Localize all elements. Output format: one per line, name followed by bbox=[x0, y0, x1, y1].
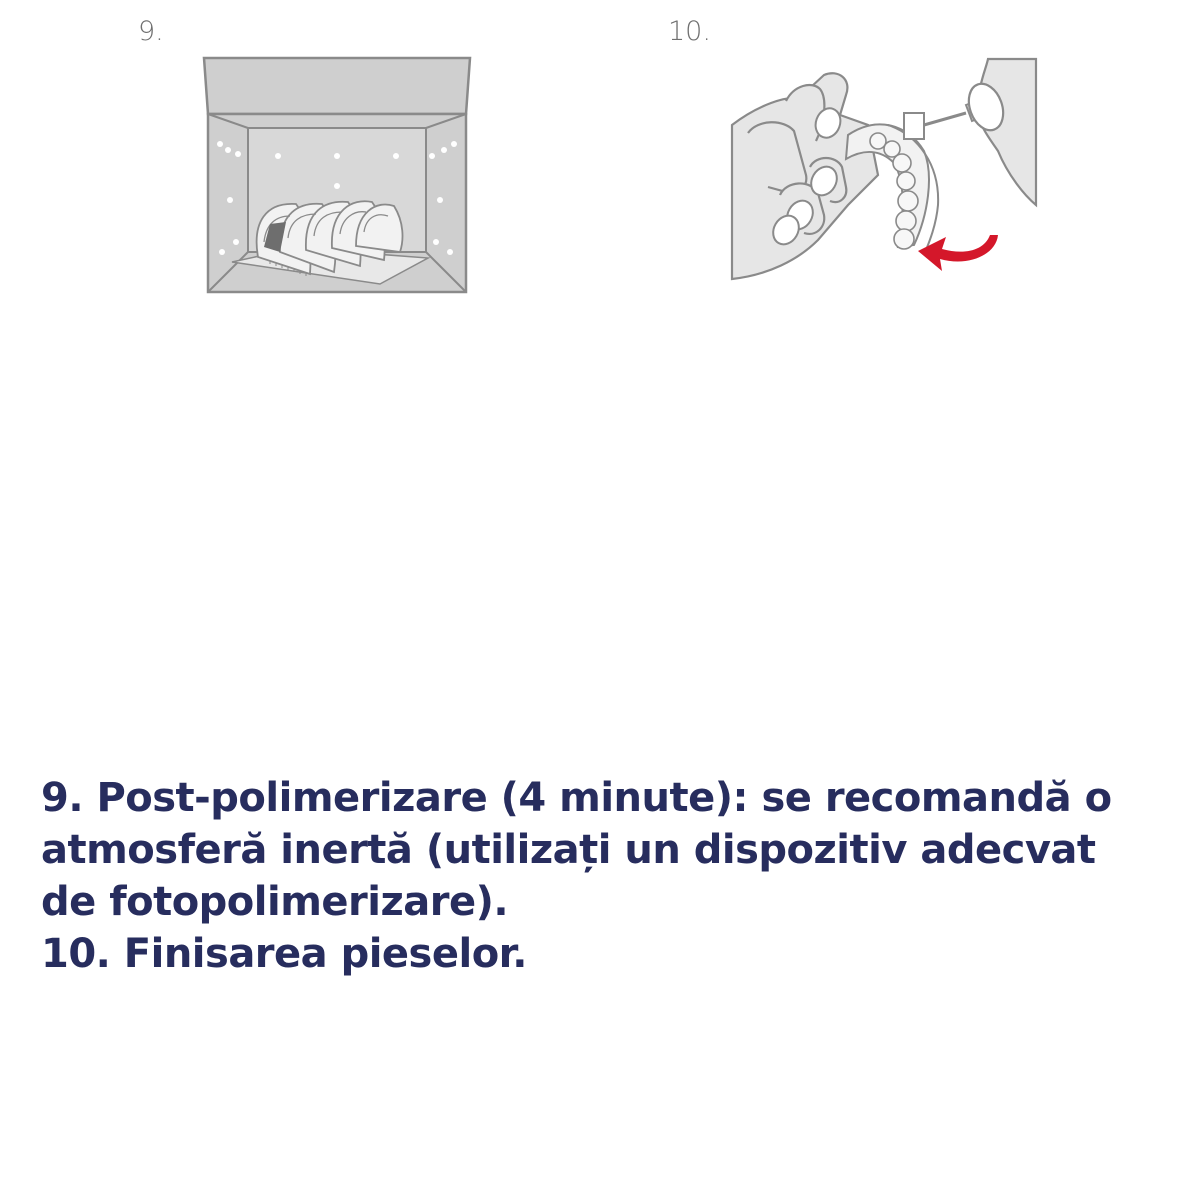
caption-step-9: 9. Post-polimerizare (4 minute): se recomandă o atmosferă inertă (utilizați un dispozitiv adecvat de fotopolimerizare). bbox=[41, 775, 1112, 925]
caption-step-10: 10. Finisarea pieselor. bbox=[41, 931, 527, 977]
step-10-number: 10. bbox=[668, 16, 711, 47]
light-curing-box-icon bbox=[200, 52, 475, 297]
instructions-caption bbox=[41, 772, 1161, 980]
finishing-bur-hand-icon bbox=[728, 55, 1040, 295]
step-9-number: 9. bbox=[138, 16, 164, 47]
